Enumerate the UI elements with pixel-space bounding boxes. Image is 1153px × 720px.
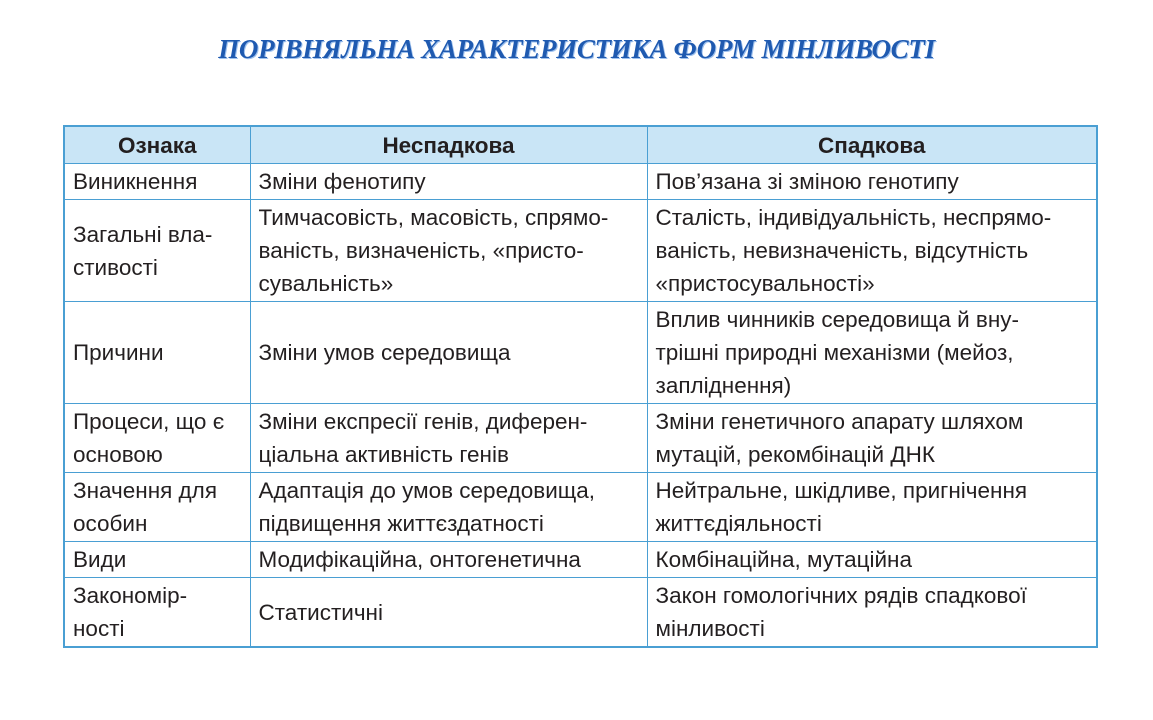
cell-line: Значення для xyxy=(73,478,217,503)
comparison-table xyxy=(63,125,1098,648)
table-cell-non-hereditary xyxy=(250,200,647,302)
table-cell-hereditary xyxy=(647,164,1097,200)
table-cell-hereditary xyxy=(647,473,1097,542)
table-cell-hereditary xyxy=(647,200,1097,302)
header-hereditary: Спадкова xyxy=(647,126,1097,164)
table-row xyxy=(64,302,1097,404)
table-cell-hereditary xyxy=(647,542,1097,578)
table-cell-feature xyxy=(64,164,250,200)
table-cell-hereditary xyxy=(647,302,1097,404)
cell-line: особин xyxy=(73,511,148,536)
table-row xyxy=(64,164,1097,200)
cell-line: Зміни умов середовища xyxy=(258,340,511,365)
cell-line: Виникнення xyxy=(73,169,198,194)
cell-line: сувальність» xyxy=(258,271,394,296)
table-cell-feature xyxy=(64,473,250,542)
page-title: ПОРІВНЯЛЬНА ХАРАКТЕРИСТИКА ФОРМ МІНЛИВОСТІ xyxy=(218,34,935,64)
table-row xyxy=(64,200,1097,302)
table-cell-non-hereditary xyxy=(250,404,647,473)
header-feature: Ознака xyxy=(64,126,250,164)
table-cell-feature xyxy=(64,578,250,648)
table-cell-hereditary xyxy=(647,578,1097,648)
cell-line: стивості xyxy=(73,254,158,280)
cell-line: основою xyxy=(73,442,163,467)
table-row xyxy=(64,578,1097,648)
table-cell-feature xyxy=(64,404,250,473)
cell-line: Комбінаційна, мутаційна xyxy=(655,547,912,572)
cell-line: Види xyxy=(73,547,127,572)
table-cell-non-hereditary xyxy=(250,473,647,542)
cell-line: Пов’язана зі зміною генотипу xyxy=(655,169,959,194)
cell-line: Тимчасовість, масовість, спрямо- xyxy=(258,205,609,230)
cell-line: трішні природні механізми (мейоз, xyxy=(655,340,1014,365)
cell-line: ваність, невизначеність, відсутність xyxy=(655,238,1029,263)
comparison-table-container xyxy=(63,125,1096,648)
table-cell-non-hereditary xyxy=(250,164,647,200)
cell-line: ваність, визначеність, «присто- xyxy=(258,238,584,263)
table-cell-feature xyxy=(64,302,250,404)
cell-line: життєдіяльності xyxy=(655,511,822,536)
table-header-row xyxy=(64,126,1097,164)
table-cell-feature xyxy=(64,200,250,302)
cell-line: мінливості xyxy=(655,616,765,641)
table-cell-non-hereditary xyxy=(250,302,647,404)
cell-line: ності xyxy=(73,616,125,641)
cell-line: Вплив чинників середовища й вну- xyxy=(655,307,1020,332)
table-cell-feature xyxy=(64,542,250,578)
cell-line: запліднення) xyxy=(655,373,792,398)
table-cell-non-hereditary xyxy=(250,578,647,648)
table-body xyxy=(64,164,1097,648)
cell-line: Закономір- xyxy=(73,583,188,608)
cell-line: Процеси, що є xyxy=(73,409,225,434)
cell-line: Причини xyxy=(73,340,164,365)
cell-line: Адаптація до умов середовища, xyxy=(258,478,596,503)
cell-line: Нейтральне, шкідливе, пригнічення xyxy=(655,478,1028,503)
cell-line: Модифікаційна, онтогенетична xyxy=(258,547,581,572)
table-cell-hereditary xyxy=(647,404,1097,473)
cell-line: Зміни генетичного апарату шляхом xyxy=(655,409,1024,434)
cell-line: ціальна активність генів xyxy=(258,442,509,467)
cell-line: підвищення життєздатності xyxy=(258,511,544,536)
cell-line: Зміни фенотипу xyxy=(258,169,426,194)
table-row xyxy=(64,542,1097,578)
cell-line: Закон гомологічних рядів спадкової xyxy=(655,583,1027,608)
table-row xyxy=(64,404,1097,473)
cell-line: Зміни експресії генів, диферен- xyxy=(258,409,588,434)
table-row xyxy=(64,473,1097,542)
cell-line: мутацій, рекомбінацій ДНК xyxy=(655,442,935,467)
cell-line: Загальні вла- xyxy=(73,221,213,247)
cell-line: «пристосувальності» xyxy=(655,271,875,296)
cell-line: Статистичні xyxy=(258,599,383,625)
cell-line: Сталість, індивідуальність, неспрямо- xyxy=(655,205,1052,230)
table-cell-non-hereditary xyxy=(250,542,647,578)
header-non-hereditary: Неспадкова xyxy=(250,126,647,164)
